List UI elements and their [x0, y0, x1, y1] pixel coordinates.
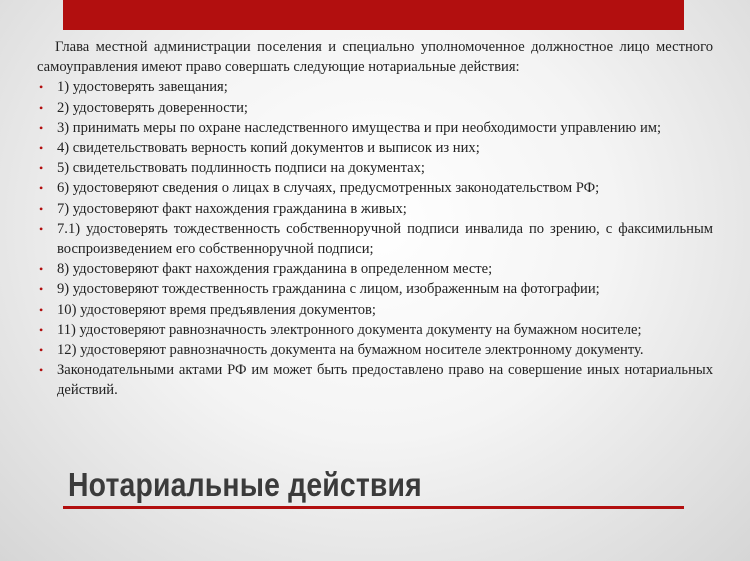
list-item	[37, 360, 713, 400]
list-item-text: 4) свидетельствовать верность копий документов и выписок из них;	[57, 140, 480, 157]
list-item-text: 8) удостоверяют факт нахождения гражданина в определенном месте;	[57, 261, 493, 278]
bullet-icon: •	[39, 262, 44, 277]
top-accent-bar	[63, 0, 684, 30]
list-item	[37, 199, 713, 219]
list-item	[37, 138, 713, 158]
list-item	[37, 219, 713, 259]
bullet-icon: •	[39, 80, 44, 95]
bullet-icon: •	[39, 282, 44, 297]
list-item-text: 10) удостоверяют время предъявления документов;	[57, 301, 376, 318]
list-item-text: 9) удостоверяют тождественность гражданина с лицом, изображенным на фотографии;	[57, 281, 600, 298]
bullet-icon: •	[39, 343, 44, 358]
list-item	[37, 300, 713, 320]
title-underline	[63, 506, 684, 509]
intro-paragraph: Глава местной администрации поселения и специально уполномоченное должностное лицо местного самоуправления имеют право совершать следующие нотариальные действия:	[37, 39, 713, 76]
bullet-icon: •	[39, 141, 44, 156]
list-item-text: Законодательными актами РФ им может быть предоставлено право на совершение иных нотариальных действий.	[57, 362, 713, 399]
bullet-icon: •	[39, 322, 44, 337]
list-item-text: 1) удостоверять завещания;	[57, 79, 228, 96]
list-item	[37, 118, 713, 138]
list-item	[37, 178, 713, 198]
bullet-icon: •	[39, 181, 44, 196]
actions-list	[37, 77, 713, 400]
list-item-text: 7.1) удостоверять тождественность собственноручной подписи инвалида по зрению, с факсимильным воспроизведением его собственноручной подписи;	[57, 220, 713, 258]
bullet-icon: •	[39, 100, 44, 115]
bullet-icon: •	[39, 221, 44, 236]
list-item-text: 2) удостоверять доверенности;	[57, 99, 248, 116]
bullet-icon: •	[39, 120, 44, 135]
slide-body	[37, 37, 713, 401]
list-item-text: 3) принимать меры по охране наследственного имущества и при необходимости управлению им;	[57, 119, 662, 136]
list-item-text: 6) удостоверяют сведения о лицах в случаях, предусмотренных законодательством РФ;	[57, 180, 600, 197]
bullet-icon: •	[39, 161, 44, 176]
bullet-icon: •	[39, 302, 44, 317]
list-item-text: 7) удостоверяют факт нахождения гражданина в живых;	[57, 200, 407, 217]
bullet-icon: •	[39, 363, 44, 378]
list-item	[37, 340, 713, 360]
list-item	[37, 98, 713, 118]
list-item	[37, 320, 713, 340]
list-item	[37, 77, 713, 97]
list-item-text: 12) удостоверяют равнозначность документа на бумажном носителе электронному документу.	[57, 342, 644, 359]
bullet-icon: •	[39, 201, 44, 216]
slide-title: Нотариальные действия	[68, 466, 422, 503]
list-item	[37, 259, 713, 279]
list-item-text: 5) свидетельствовать подлинность подписи на документах;	[57, 160, 425, 177]
list-item	[37, 158, 713, 178]
list-item-text: 11) удостоверяют равнозначность электронного документа документу на бумажном носителе;	[57, 321, 642, 338]
list-item	[37, 279, 713, 299]
